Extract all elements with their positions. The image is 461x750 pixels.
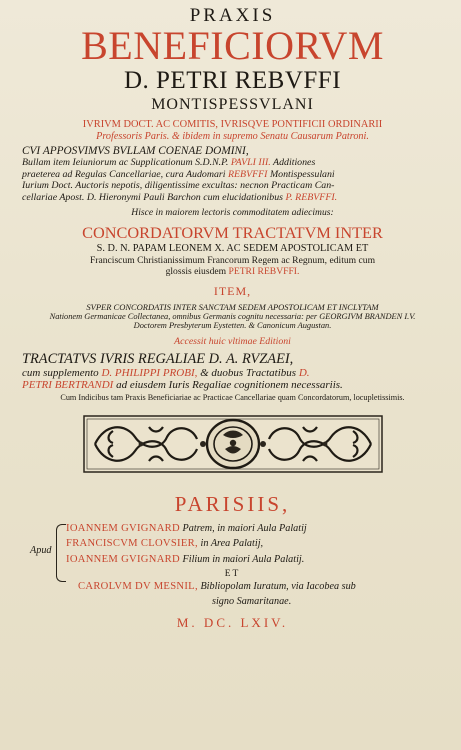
accessit-line: Accessit huic vltimae Editioni [174, 336, 291, 348]
printer-row [78, 581, 356, 592]
regaliae-heading: TRACTATVS IVRIS REGALIAE D. A. RVZAEI, [22, 350, 294, 367]
beneficiorum-heading: BENEFICIORVM [81, 22, 384, 68]
appended-line-5-text: cellariae Apost. D. Hieronymi Pauli Barchon cum elucidationibus [22, 191, 284, 203]
printer-row [66, 523, 307, 534]
appended-line-2 [22, 158, 443, 168]
appended-line-2-text: Bullam item Ieiuniorum ac Supplicationum S.D.N.P. [22, 157, 229, 169]
regaliae-cum-mid: & duobus Tractatibus [200, 366, 297, 379]
regaliae-cum-text: cum supplemento [22, 366, 99, 379]
appended-line-3-text: praeterea ad Regulas Cancellariae, cura Audomari [22, 168, 226, 180]
printer-detail: Filium in maiori Aula Palatij. [182, 554, 305, 566]
concordat-line-2: S. D. N. PAPAM LEONEM X. AC SEDEM APOSTOLICAM ET [96, 243, 369, 255]
appended-line-5-name: P. REBVFFI. [285, 191, 338, 203]
regaliae-petri-line [22, 380, 443, 392]
printer-detail: Bibliopolam Iuratum, via Iacobea sub [200, 581, 356, 593]
indices-line: Cum Indicibus tam Praxis Beneficiariae ac Practicae Cancellariae quam Concordatorum, locupletissimis. [60, 392, 405, 402]
regaliae-petri-text: ad eiusdem Iuris Regaliae cognitionem necessariis. [116, 379, 343, 392]
regaliae-bertrandi: PETRI BERTRANDI [22, 379, 114, 392]
item-heading: ITEM, [213, 284, 252, 299]
printers-block [22, 523, 443, 611]
printer-name: CAROLVM DV MESNIL, [78, 581, 198, 593]
concordat-line-4-name: PETRI REBVFFI. [228, 266, 300, 278]
concordat-line-4-text: glossis eiusdem [165, 266, 227, 278]
item-nation-text: Nationem Germanicae Collectanea, omnibus Germanis cognitu necessaria: per [49, 311, 318, 321]
item-nation-name: GEORGIVM BRANDEN I.V. [319, 311, 416, 321]
printer-sign: signo Samaritanae. [212, 596, 292, 608]
regaliae-cum-line [22, 368, 443, 380]
regaliae-probi: D. PHILIPPI PROBI, [101, 366, 198, 379]
hisce-line: Hisce in maiorem lectoris commoditatem adiecimus: [131, 207, 334, 219]
printer-name: IOANNEM GVIGNARD [66, 554, 180, 566]
appended-line-3-name: REBVFFI [227, 168, 268, 180]
professor-line: Professoris Paris. & ibidem in supremo Senatu Causarum Patroni. [96, 130, 369, 142]
concordat-line-4 [22, 267, 443, 277]
printer-detail: Patrem, in maiori Aula Palatij [182, 523, 307, 535]
appended-line-2-end: Additiones [273, 157, 316, 169]
item-nation-line [22, 313, 443, 322]
praxis-heading: PRAXIS [189, 5, 276, 26]
appended-line-3-end: Montispessulani [269, 168, 335, 180]
ornament-medallion [207, 420, 259, 468]
regaliae-cum-d: D. [298, 366, 310, 379]
printer-row [66, 554, 304, 565]
item-super-line: SVPER CONCORDATIS INTER SANCTAM SEDEM APOSTOLICAM ET INCLYTAM [86, 301, 379, 312]
appended-line-2-pope: PAVLI III. [230, 157, 271, 169]
appended-block [22, 146, 443, 203]
concordat-line-3: Franciscum Christianissimum Francorum Regem ac Regnum, editum cum [89, 255, 376, 266]
apud-label: Apud [30, 545, 52, 557]
city-heading: PARISIIS, [174, 492, 291, 517]
item-doctor-line: Doctorem Presbyterum Eystetten. & Canonicum Augustan. [133, 321, 332, 331]
printer-row [66, 538, 263, 549]
printer-name: FRANCISCVM CLOVSIER, [66, 538, 198, 550]
year-line: M. DC. LXIV. [176, 615, 289, 631]
appended-line-1: CVI APPOSVIMVS BVLLAM COENAE DOMINI, [22, 144, 249, 157]
iurium-line: IVRIVM DOCT. AC COMITIS, IVRISQVE PONTIFICII ORDINARII [82, 118, 383, 130]
origin-heading: MONTISPESSVLANI [151, 96, 314, 114]
concordat-heading: CONCORDATORVM TRACTATVM INTER [82, 223, 383, 243]
appended-line-3 [22, 170, 443, 180]
printer-detail: in Area Palatij, [200, 538, 264, 550]
author-heading: D. PETRI REBVFFI [123, 66, 342, 94]
printer-name: IOANNEM GVIGNARD [66, 523, 180, 535]
appended-line-5 [22, 193, 443, 203]
printers-ornament [83, 415, 383, 473]
et-conjunction: ET [224, 569, 241, 580]
appended-line-4: Iurium Doct. Auctoris nepotis, diligentissime excultas: necnon Practicam Can- [22, 180, 335, 192]
